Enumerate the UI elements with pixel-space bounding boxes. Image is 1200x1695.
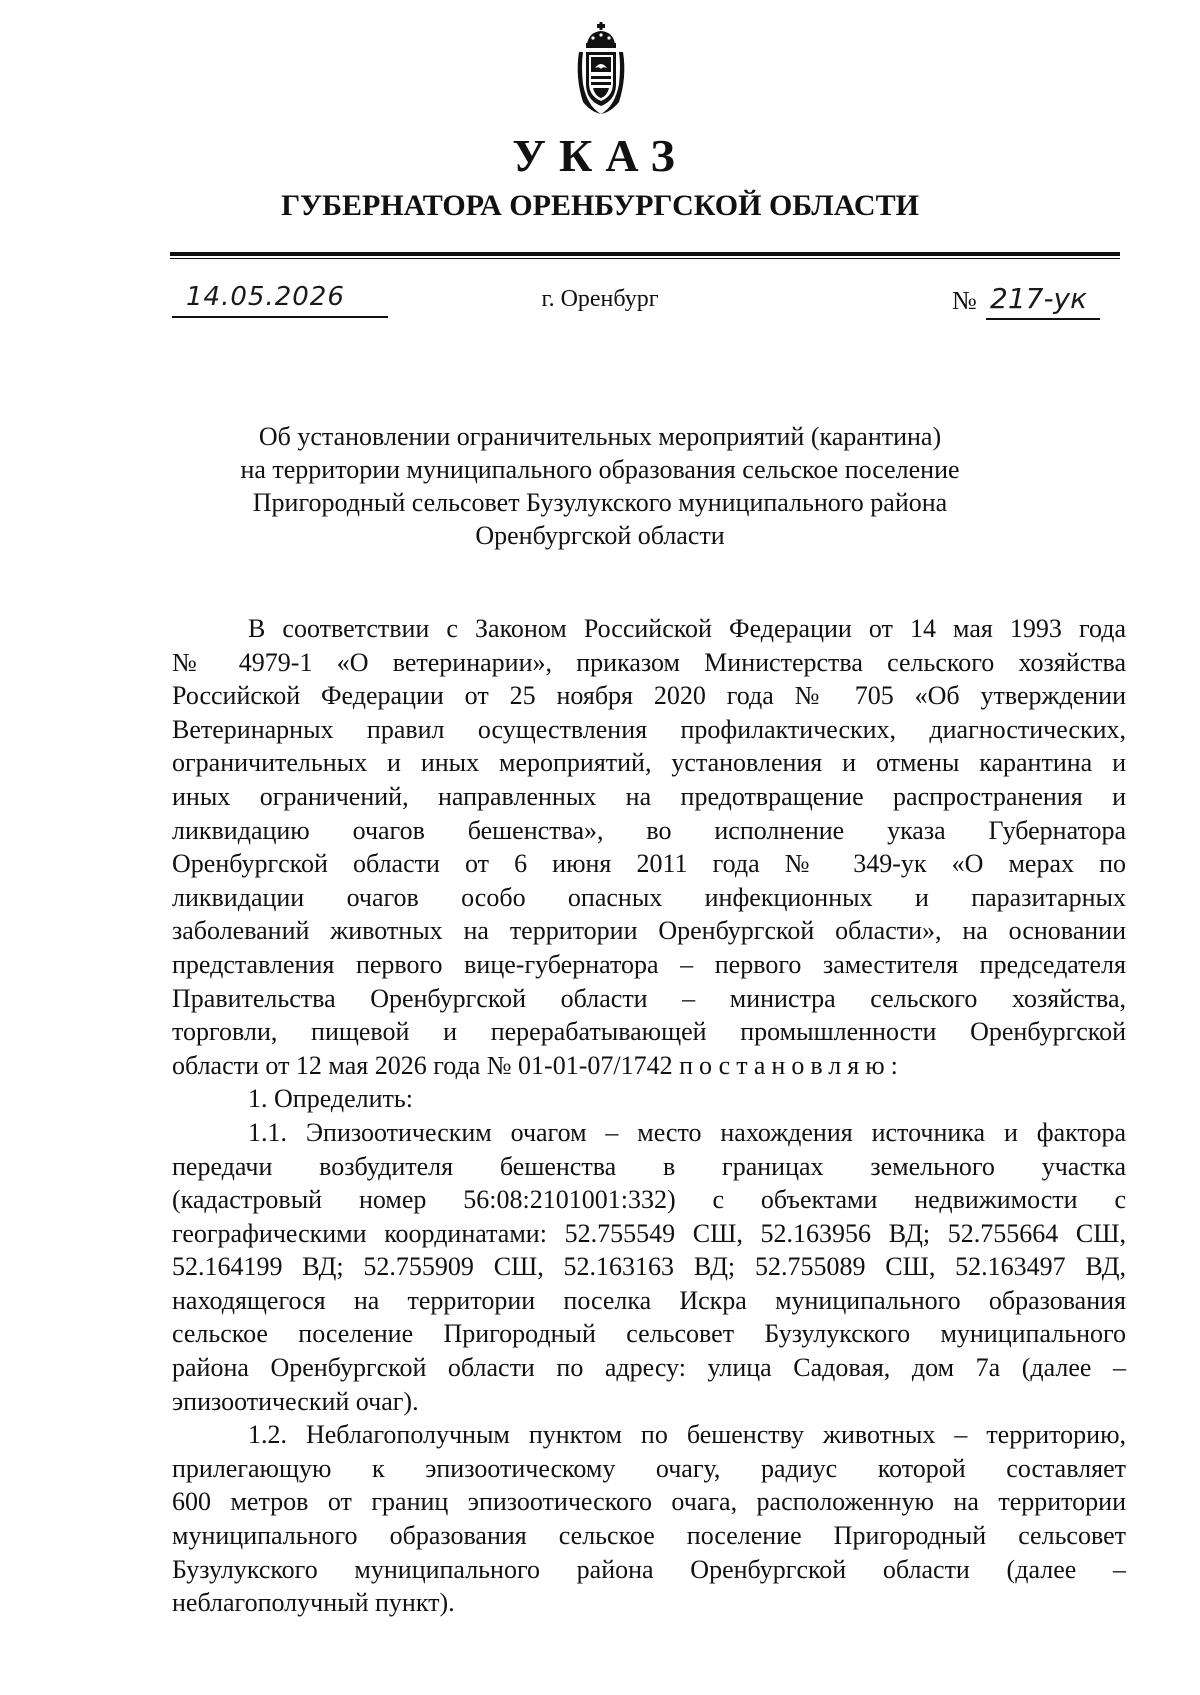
body-line: Российской Федерации от 25 ноября 2020 года № 705 «Об утверждении xyxy=(172,681,1126,711)
body-line: находящегося на территории поселка Искра муниципального образования xyxy=(172,1285,1126,1315)
decree-date: 14.05.2026 xyxy=(186,282,345,312)
heading-line: Об установлении ограничительных мероприятий (карантина) xyxy=(258,422,942,451)
heading-line: Оренбургской области xyxy=(475,521,725,550)
body-line: 52.164199 ВД; 52.755909 СШ, 52.163163 ВД; 52.755089 СШ, 52.163497 ВД, xyxy=(172,1252,1126,1282)
body-line: передачи возбудителя бешенства в границах земельного участка xyxy=(172,1151,1126,1181)
decree-body xyxy=(172,612,1126,1620)
coat-of-arms-icon xyxy=(573,22,629,118)
body-line: В соответствии с Законом Российской Федерации от 14 мая 1993 года xyxy=(248,614,1126,643)
body-line: сельское поселение Пригородный сельсовет Бузулукского муниципального xyxy=(172,1319,1126,1349)
body-line: Оренбургской области от 6 июня 2011 года № 349-ук «О мерах по xyxy=(172,849,1126,879)
decree-heading xyxy=(0,420,1200,552)
body-line: Ветеринарных правил осуществления профилактических, диагностических, xyxy=(172,714,1126,744)
body-line xyxy=(172,1049,1126,1083)
body-line: неблагополучный пункт). xyxy=(172,1588,455,1618)
body-line: (кадастровый номер 56:08:2101001:332) с объектами недвижимости с xyxy=(172,1185,1126,1215)
body-line: муниципального образования сельское поселение Пригородный сельсовет xyxy=(172,1521,1126,1551)
decree-city: г. Оренбург xyxy=(541,286,659,312)
body-line: 1.2. Неблагополучным пунктом по бешенству животных – территорию, xyxy=(248,1420,1126,1450)
heading-line: Пригородный сельсовет Бузулукского муниципального района xyxy=(252,488,948,517)
body-line: № 4979-1 «О ветеринарии», приказом Министерства сельского хозяйства xyxy=(172,647,1126,677)
body-line: ликвидации очагов особо опасных инфекционных и паразитарных xyxy=(172,882,1126,912)
body-line: района Оренбургской области по адресу: улица Садовая, дом 7а (далее – xyxy=(172,1353,1126,1383)
body-line: торговли, пищевой и перерабатывающей промышленности Оренбургской xyxy=(172,1017,1126,1047)
issuer-title: ГУБЕРНАТОРА ОРЕНБУРГСКОЙ ОБЛАСТИ xyxy=(281,189,919,222)
item-1-heading: 1. Определить: xyxy=(248,1084,413,1114)
body-line-prefix: области от 12 мая 2026 года № 01-01-07/1742 xyxy=(172,1050,680,1080)
decree-number-label: № xyxy=(952,286,977,315)
decree-word: постановляю: xyxy=(679,1050,904,1080)
header-divider-thin xyxy=(170,258,1120,259)
decree-number: 217-ук xyxy=(990,282,1088,315)
body-line: иных ограничений, направленных на предотвращение распространения и xyxy=(172,781,1126,811)
heading-line: на территории муниципального образования сельское поселение xyxy=(240,455,960,484)
date-underline xyxy=(172,316,388,318)
header-divider-thick xyxy=(170,252,1120,256)
decree-meta-row xyxy=(0,282,1200,332)
body-line: ликвидацию очагов бешенства», во исполнение указа Губернатора xyxy=(172,815,1126,845)
body-line: ограничительных и иных мероприятий, установления и отмены карантина и xyxy=(172,748,1126,778)
body-line: эпизоотический очаг). xyxy=(172,1386,419,1416)
body-line: заболеваний животных на территории Оренбургской области», на основании xyxy=(172,916,1126,946)
document-type-title: УКАЗ xyxy=(512,130,688,181)
body-line: Правительства Оренбургской области – министра сельского хозяйства, xyxy=(172,983,1126,1013)
body-line: прилегающую к эпизоотическому очагу, радиус которой составляет xyxy=(172,1453,1126,1483)
number-underline xyxy=(986,318,1100,320)
body-line: географическими координатами: 52.755549 СШ, 52.163956 ВД; 52.755664 СШ, xyxy=(172,1218,1126,1248)
body-line: 600 метров от границ эпизоотического очага, расположенную на территории xyxy=(172,1487,1126,1517)
body-line: Бузулукского муниципального района Оренбургской области (далее – xyxy=(172,1554,1126,1584)
body-line: 1.1. Эпизоотическим очагом – место нахождения источника и фактора xyxy=(248,1117,1126,1147)
body-line: представления первого вице-губернатора – первого заместителя председателя xyxy=(172,949,1126,979)
